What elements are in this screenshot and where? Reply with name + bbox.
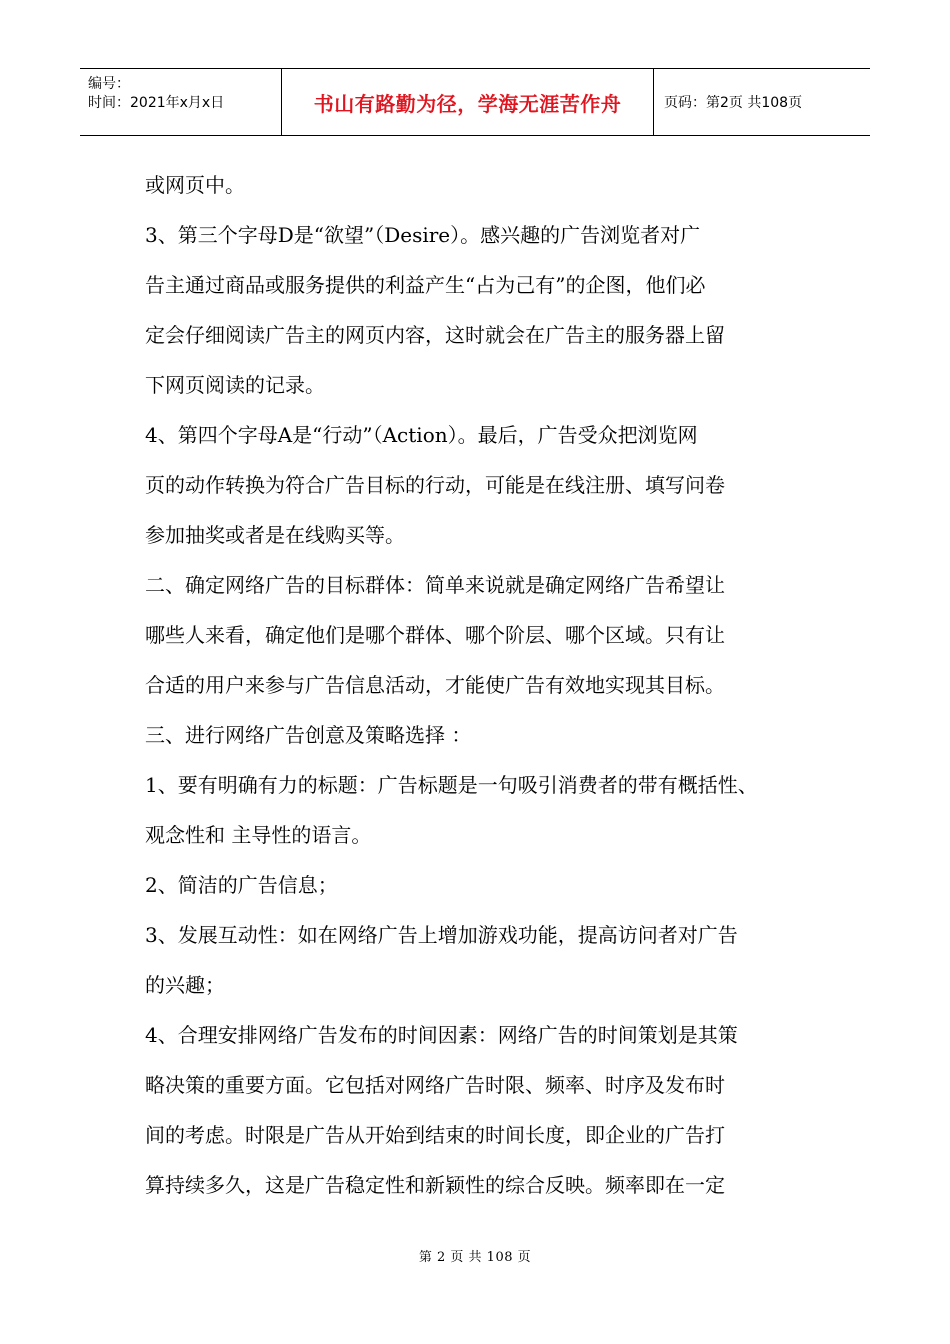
body-line: 3、第三个字母D是“欲望”（Desire）。感兴趣的广告浏览者对广 xyxy=(145,223,701,247)
body-line: 间的考虑。时限是广告从开始到结束的时间长度，即企业的广告打 xyxy=(145,1123,725,1147)
page-footer: 第 2 页 共 108 页 xyxy=(418,1250,532,1265)
body-line: 下网页阅读的记录。 xyxy=(145,373,325,397)
body-line: 的兴趣； xyxy=(145,973,225,997)
body-line: 3、发展互动性：如在网络广告上增加游戏功能，提高访问者对广告 xyxy=(145,923,738,947)
body-line: 合适的用户来参与广告信息活动，才能使广告有效地实现其目标。 xyxy=(145,673,725,697)
body-line: 定会仔细阅读广告主的网页内容，这时就会在广告主的服务器上留 xyxy=(145,323,725,347)
body-line: 告主通过商品或服务提供的利益产生“占为己有”的企图，他们必 xyxy=(145,273,706,297)
body-line: 4、第四个字母A是“行动”（Action）。最后，广告受众把浏览网 xyxy=(145,423,698,447)
body-line: 二、确定网络广告的目标群体：简单来说就是确定网络广告希望让 xyxy=(145,573,725,597)
header-motto: 书山有路勤为径，学海无涯苦作舟 xyxy=(282,69,654,135)
body-line: 算持续多久，这是广告稳定性和新颖性的综合反映。频率即在一定 xyxy=(145,1173,725,1197)
header-page-info: 页码：第2页 共108页 xyxy=(664,95,803,111)
header-date-label: 时间：2021年x月x日 xyxy=(88,95,225,111)
document-body xyxy=(145,160,815,1210)
body-line: 观念性和 主导性的语言。 xyxy=(145,823,372,847)
header-meta xyxy=(80,69,282,135)
body-line: 参加抽奖或者是在线购买等。 xyxy=(145,523,405,547)
body-line: 三、进行网络广告创意及策略选择 ： xyxy=(145,723,472,747)
body-line: 2、简洁的广告信息； xyxy=(145,873,338,897)
body-line: 页的动作转换为符合广告目标的行动，可能是在线注册、填写问卷 xyxy=(145,473,725,497)
body-line: 哪些人来看，确定他们是哪个群体、哪个阶层、哪个区域。只有让 xyxy=(145,623,725,647)
body-line: 略决策的重要方面。它包括对网络广告时限、频率、时序及发布时 xyxy=(145,1073,725,1097)
body-line: 1、要有明确有力的标题：广告标题是一句吸引消费者的带有概括性、 xyxy=(145,773,758,797)
body-line: 4、合理安排网络广告发布的时间因素：网络广告的时间策划是其策 xyxy=(145,1023,738,1047)
header-number-label: 编号： xyxy=(88,76,130,92)
document-header xyxy=(80,68,870,136)
body-line: 或网页中。 xyxy=(145,173,245,197)
